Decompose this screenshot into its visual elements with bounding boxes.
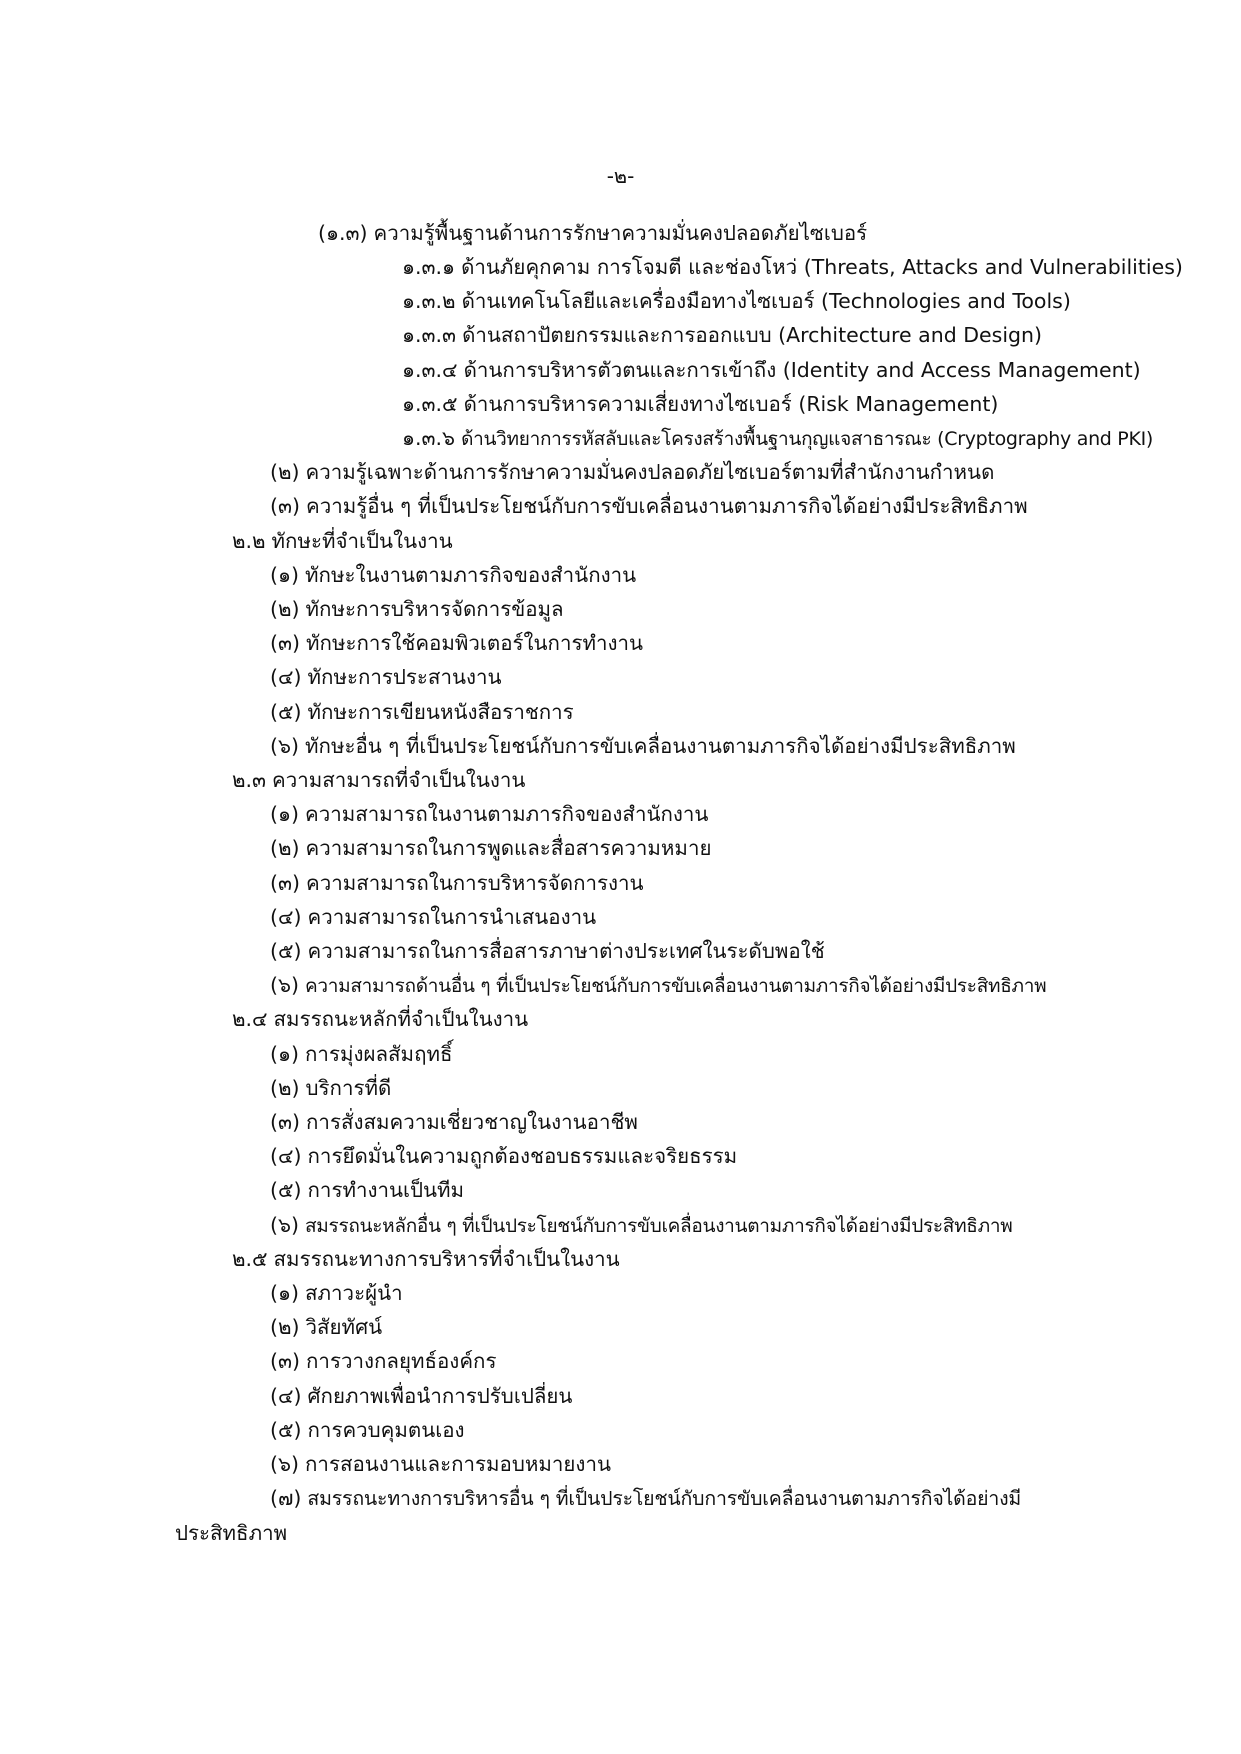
- item-text: การสั่งสมความเชี่ยวชาญในงานอาชีพ: [306, 1110, 638, 1134]
- subitem-1-3-4: [402, 355, 1141, 385]
- item-text: ทักษะการบริหารจัดการข้อมูล: [305, 597, 564, 621]
- page-number: -๒-: [606, 164, 635, 188]
- item-marker: ๑.๓.๔: [402, 358, 458, 382]
- item-marker: (๑.๓): [318, 221, 368, 245]
- item-text: การทำงานเป็นทีม: [307, 1178, 465, 1202]
- list-item: [270, 1278, 403, 1308]
- item-marker: ๑.๓.๖: [402, 426, 456, 450]
- item-text: ความรู้เฉพาะด้านการรักษาความมั่นคงปลอดภัยไซเบอร์ตามที่สำนักงานกำหนด: [305, 460, 995, 484]
- item-marker: (๕): [270, 700, 302, 724]
- item-text: สภาวะผู้นำ: [305, 1281, 403, 1305]
- list-item: [270, 936, 825, 966]
- item-marker: (๖): [270, 973, 300, 997]
- item-text: ความสามารถในการบริหารจัดการงาน: [306, 871, 644, 895]
- list-item: [270, 1346, 496, 1376]
- item-text: ทักษะการใช้คอมพิวเตอร์ในการทำงาน: [306, 631, 644, 655]
- item-text: ศักยภาพเพื่อนำการปรับเปลี่ยน: [307, 1384, 573, 1408]
- item-text: ด้านเทคโนโลยีและเครื่องมือทางไซเบอร์ (Technologies and Tools): [461, 289, 1071, 313]
- item-marker: (๔): [270, 1384, 302, 1408]
- item-marker: ๑.๓.๒: [402, 289, 456, 313]
- item-marker: ๑.๓.๑: [402, 255, 456, 279]
- item-text: สมรรถนะทางการบริหารที่จำเป็นในงาน: [273, 1247, 620, 1271]
- item-marker: (๓): [270, 494, 301, 518]
- item-text: ความสามารถในการนำเสนองาน: [307, 905, 597, 929]
- item-text: สมรรถนะหลักอื่น ๆ ที่เป็นประโยชน์กับการขับเคลื่อนงานตามภารกิจได้อย่างมีประสิทธิภาพ: [305, 1215, 1013, 1237]
- list-item: [270, 1107, 638, 1137]
- list-item: [270, 662, 502, 692]
- item-text: ความรู้อื่น ๆ ที่เป็นประโยชน์กับการขับเคลื่อนงานตามภารกิจได้อย่างมีประสิทธิภาพ: [306, 494, 1028, 518]
- item-marker: (๖): [270, 734, 300, 758]
- section-heading-2-2: [232, 526, 453, 556]
- item-text: ทักษะในงานตามภารกิจของสำนักงาน: [305, 563, 637, 587]
- list-item: [270, 1141, 737, 1171]
- item-text: ความรู้พื้นฐานด้านการรักษาความมั่นคงปลอดภัยไซเบอร์: [373, 221, 868, 245]
- list-item: [270, 1381, 572, 1411]
- item-text: ทักษะที่จำเป็นในงาน: [271, 529, 453, 553]
- list-item: [270, 902, 596, 932]
- item-marker: (๕): [270, 939, 302, 963]
- item-text: ทักษะอื่น ๆ ที่เป็นประโยชน์กับการขับเคลื่อนงานตามภารกิจได้อย่างมีประสิทธิภาพ: [305, 734, 1016, 758]
- list-item: [270, 868, 644, 898]
- list-item: [270, 560, 636, 590]
- item-text: ทักษะการประสานงาน: [307, 665, 502, 689]
- item-marker: ๒.๒: [232, 529, 266, 553]
- list-item: [270, 1073, 391, 1103]
- item-marker: (๕): [270, 1418, 302, 1442]
- item-marker: (๒): [270, 1315, 300, 1339]
- list-item: [270, 594, 564, 624]
- list-item: [270, 1449, 611, 1479]
- item-marker: (๖): [270, 1452, 300, 1476]
- item-marker: (๓): [270, 871, 301, 895]
- item-text: การมุ่งผลสัมฤทธิ์: [305, 1042, 453, 1066]
- item-marker: (๑): [270, 1281, 300, 1305]
- list-item: [270, 1483, 1021, 1514]
- list-item: [270, 1039, 453, 1069]
- item-text: วิสัยทัศน์: [305, 1315, 383, 1339]
- item-marker: (๒): [270, 836, 300, 860]
- item-text: ด้านการบริหารตัวตนและการเข้าถึง (Identity and Access Management): [463, 358, 1141, 382]
- item-text: ด้านภัยคุกคาม การโจมตี และช่องโหว่ (Threats, Attacks and Vulnerabilities): [461, 255, 1183, 279]
- item-marker: (๔): [270, 905, 302, 929]
- list-item: [270, 1312, 382, 1342]
- item-text: ประสิทธิภาพ: [175, 1521, 288, 1545]
- list-item: [270, 1175, 464, 1205]
- list-item: [270, 970, 1046, 1001]
- item-text: บริการที่ดี: [305, 1076, 392, 1100]
- item-marker: (๒): [270, 460, 300, 484]
- item-marker: (๓): [270, 631, 301, 655]
- item-marker: (๔): [270, 665, 302, 689]
- item-text: การควบคุมตนเอง: [307, 1418, 465, 1442]
- item-text: ด้านการบริหารความเสี่ยงทางไซเบอร์ (Risk Management): [463, 392, 999, 416]
- list-item: [270, 697, 574, 727]
- item-text: การยึดมั่นในความถูกต้องชอบธรรมและจริยธรรม: [307, 1144, 738, 1168]
- item-marker: (๑): [270, 802, 300, 826]
- item-marker: (๒): [270, 597, 300, 621]
- item-marker: (๑): [270, 563, 300, 587]
- item-marker: (๑): [270, 1042, 300, 1066]
- item-text: ด้านสถาปัตยกรรมและการออกแบบ (Architecture and Design): [462, 323, 1043, 347]
- item-text: สมรรถนะหลักที่จำเป็นในงาน: [273, 1007, 529, 1031]
- subitem-1-3-2: [402, 286, 1071, 316]
- item-marker: ๒.๕: [232, 1247, 268, 1271]
- list-item: [270, 833, 711, 863]
- item-marker: ๒.๓: [232, 768, 267, 792]
- item-marker: (๓): [270, 1349, 301, 1373]
- subitem-1-3-3: [402, 320, 1042, 350]
- subitem-1-3-6: [402, 423, 1153, 454]
- item-marker: (๕): [270, 1178, 302, 1202]
- item-marker: (๒): [270, 1076, 300, 1100]
- item-text: ทักษะการเขียนหนังสือราชการ: [307, 700, 574, 724]
- list-item: [270, 731, 1016, 761]
- list-item: [270, 799, 708, 829]
- item-text: ความสามารถที่จำเป็นในงาน: [272, 768, 526, 792]
- item-text: สมรรถนะทางการบริหารอื่น ๆ ที่เป็นประโยชน์กับการขับเคลื่อนงานตามภารกิจได้อย่างมี: [307, 1487, 1022, 1510]
- item-marker: ๑.๓.๕: [402, 392, 458, 416]
- item-text: การวางกลยุทธ์องค์กร: [306, 1349, 497, 1373]
- item-marker: (๔): [270, 1144, 302, 1168]
- item-marker: ๒.๔: [232, 1007, 268, 1031]
- list-item: [270, 457, 994, 487]
- item-text: ความสามารถด้านอื่น ๆ ที่เป็นประโยชน์กับการขับเคลื่อนงานตามภารกิจได้อย่างมีประสิทธิภาพ: [305, 975, 1047, 997]
- section-heading-2-3: [232, 765, 525, 795]
- list-item: [270, 628, 643, 658]
- item-marker: (๓): [270, 1110, 301, 1134]
- item-text: ความสามารถในงานตามภารกิจของสำนักงาน: [305, 802, 709, 826]
- list-item: [270, 1415, 465, 1445]
- item-text: ความสามารถในการสื่อสารภาษาต่างประเทศในระดับพอใช้: [307, 939, 825, 963]
- item-marker: (๗): [270, 1486, 302, 1510]
- item-marker: (๖): [270, 1213, 300, 1237]
- item-text: ความสามารถในการพูดและสื่อสารความหมาย: [305, 836, 712, 860]
- section-heading-2-4: [232, 1004, 528, 1034]
- subitem-1-3-1: [402, 252, 1183, 282]
- list-item-continuation: [175, 1518, 287, 1548]
- subitem-1-3-5: [402, 389, 998, 419]
- list-item: [270, 491, 1028, 521]
- item-text: ด้านวิทยาการรหัสลับและโครงสร้างพื้นฐานกุญแจสาธารณะ (Cryptography and PKI): [461, 428, 1154, 450]
- list-item: [270, 1210, 1012, 1241]
- section-item-1-3: [318, 218, 867, 248]
- item-marker: ๑.๓.๓: [402, 323, 457, 347]
- item-text: การสอนงานและการมอบหมายงาน: [305, 1452, 611, 1476]
- section-heading-2-5: [232, 1244, 620, 1274]
